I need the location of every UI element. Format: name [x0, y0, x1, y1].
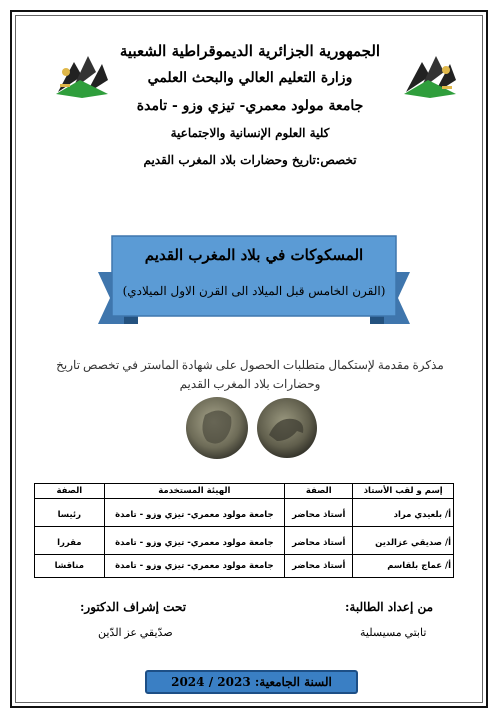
supervisor-name: صدّيقي عز الدّين — [98, 627, 173, 639]
jury-role: مناقشا — [35, 555, 105, 578]
thesis-description-line-1: مذكرة مقدمة لإستكمال متطلبات الحصول على شهادة الماستر في تخصص تاريخ — [56, 358, 444, 372]
jury-table-header — [35, 484, 454, 499]
header-institution: الهيئة المستخدمة — [104, 484, 284, 499]
jury-institution: جامعة مولود معمري- تيزي وزو - تامدة — [104, 555, 284, 578]
thesis-description-line-2: وحضارات بلاد المغرب القديم — [179, 377, 321, 391]
jury-role: مقررا — [35, 532, 105, 555]
student-label: من إعداد الطالبة: — [345, 600, 434, 614]
university-logo-icon — [52, 50, 112, 100]
academic-year-box: السنة الجامعية: 2023 / 2024 — [145, 670, 358, 694]
jury-name: أ/ عماج بلقاسم — [353, 555, 454, 578]
republic-heading: الجمهورية الجزائرية الديموقراطية الشعبية — [119, 42, 381, 60]
faculty-heading: كلية العلوم الإنسانية والاجتماعية — [170, 126, 330, 140]
ancient-coins-image — [177, 395, 327, 461]
header-name: إسم و لقب الأستاذ — [353, 484, 454, 499]
specialty-heading: تخصص:تاريخ وحضارات بلاد المغرب القديم — [143, 153, 357, 167]
thesis-title: المسكوكات في بلاد المغرب القديم — [144, 246, 364, 264]
jury-table — [34, 483, 454, 578]
jury-role: رئيسا — [35, 504, 105, 527]
ministry-heading: وزارة التعليم العالي والبحث العلمي — [147, 70, 353, 86]
jury-rank: أستاذ محاضر — [285, 532, 353, 555]
title-ribbon — [98, 232, 410, 332]
jury-rank: أستاذ محاضر — [285, 504, 353, 527]
jury-name: أ/ صديقي عزالدين — [353, 532, 454, 555]
header-rank: الصفة — [285, 484, 353, 499]
student-name: تابتي مسيسلية — [360, 627, 427, 639]
supervisor-label: تحت إشراف الدكتور: — [80, 600, 187, 614]
thesis-subtitle: (القرن الخامس قبل الميلاد الى القرن الاول الميلادي) — [122, 284, 386, 298]
university-logo-icon — [400, 50, 460, 100]
jury-name: أ/ بلعيدي مراد — [353, 504, 454, 527]
table-row — [35, 532, 454, 555]
jury-rank: أستاذ محاضر — [285, 555, 353, 578]
jury-institution: جامعة مولود معمري- تيزي وزو - تامدة — [104, 504, 284, 527]
table-row — [35, 555, 454, 578]
jury-institution: جامعة مولود معمري- تيزي وزو - تامدة — [104, 532, 284, 555]
university-heading: جامعة مولود معمري- تيزي وزو - تامدة — [136, 98, 364, 114]
table-row — [35, 504, 454, 527]
header-role: الصفة — [35, 484, 105, 499]
